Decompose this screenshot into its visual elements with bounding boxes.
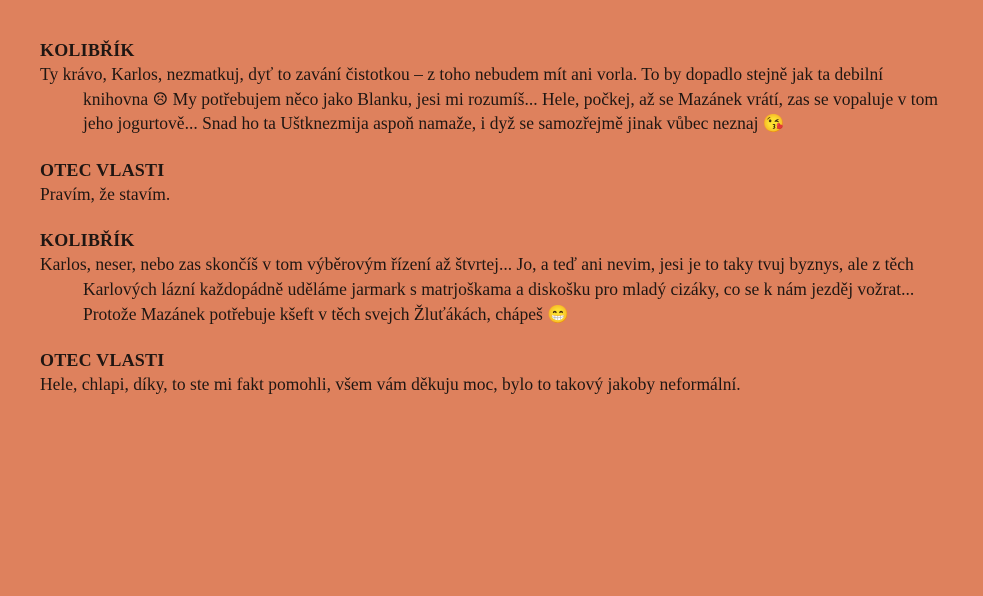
dialogue-block: [40, 158, 943, 207]
speech-text: Pravím, že stavím.: [40, 183, 171, 204]
speaker-name: KOLIBŘÍK: [40, 230, 135, 251]
speaker-name: OTEC VLASTI: [40, 159, 165, 180]
speech-text: Karlos, neser, nebo zas skončíš v tom výběrovým řízení až štvrtej... Jo, a teď ani nevim, jesi je to taky tvuj byznys, ale z těch Karlových lázní každopádně uděláme jarmark s matrjoškama a diskošku pro mladý cizáky, co se k nám jezděj vožrat... Protože Mazánek potřebuje kšeft v těch svejch Žluťákách, chápeš 😁: [40, 254, 915, 324]
speech-text: Ty krávo, Karlos, nezmatkuj, dyť to zavání čistotkou – z toho nebudem mít ani vorla. To by dopadlo stejně jak ta debilní knihovna ☹ My potřebujem něco jako Blanku, jesi mi rozumíš... Hele, počkej, až se Mazánek vrátí, zas se vopaluje v tom jeho jogurtově... Snad ho ta Uštknezmija aspoň namaže, i dyž se samozřejmě jinak vůbec neznaj 😘: [40, 64, 938, 134]
speech-text: Hele, chlapi, díky, to ste mi fakt pomohli, všem vám děkuju moc, bylo to takový jakoby neformální.: [40, 374, 741, 395]
dialogue-block: [40, 228, 943, 326]
speaker-name: OTEC VLASTI: [40, 350, 165, 371]
dialogue-block: [40, 348, 943, 397]
dialogue-block: [40, 38, 943, 136]
speaker-name: KOLIBŘÍK: [40, 40, 135, 60]
